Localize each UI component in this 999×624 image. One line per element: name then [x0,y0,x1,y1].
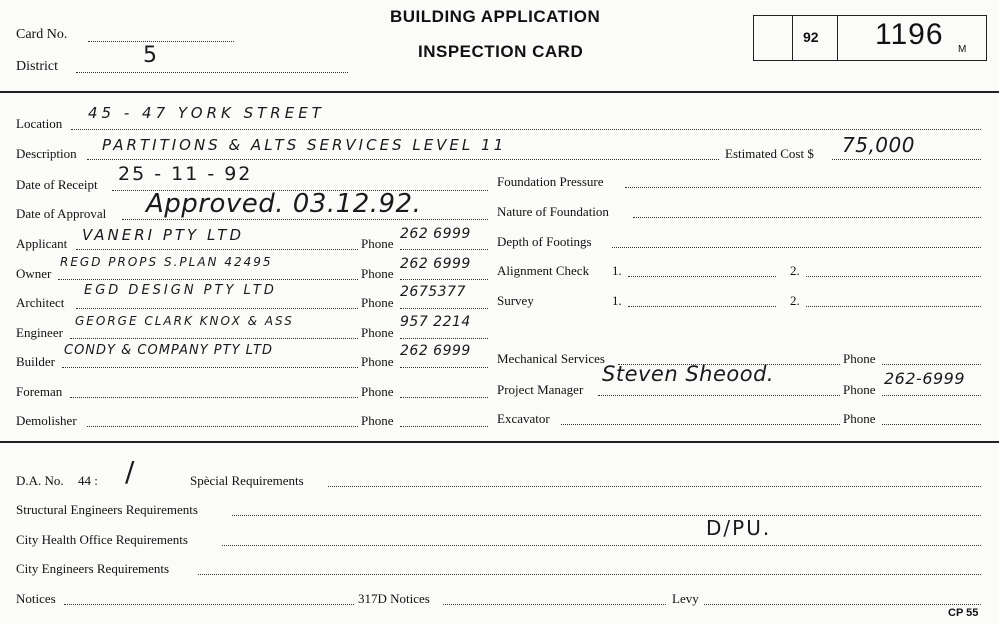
divider-top [0,91,999,93]
architect-phone: 2675377 [400,284,466,300]
district-line[interactable] [76,72,348,73]
alignment-check-1: 1. [612,263,622,278]
district-label: District [16,59,58,74]
alignment-check-1-line[interactable] [628,276,776,277]
applicant-phone-label: Phone [361,236,394,251]
architect-label: Architect [16,295,65,310]
health-requirements-value: D/PU. [706,516,772,540]
divider-middle [0,441,999,443]
mechanical-services-label: Mechanical Services [497,351,605,366]
mechanical-phone-line[interactable] [882,364,981,365]
foundation-pressure-label: Foundation Pressure [497,174,604,189]
demolisher-line[interactable] [87,426,358,427]
description-label: Description [16,146,77,161]
location-line[interactable] [71,129,981,130]
demolisher-label: Demolisher [16,413,77,428]
city-engineers-requirements-line[interactable] [198,574,981,575]
project-manager-phone-line[interactable] [882,395,981,396]
nature-of-foundation-label: Nature of Foundation [497,204,609,219]
owner-label: Owner [16,266,52,281]
builder-phone: 262 6999 [400,343,471,359]
levy-line[interactable] [704,604,981,605]
survey-label: Survey [497,293,534,308]
date-of-approval-label: Date of Approval [16,206,107,221]
date-of-receipt-label: Date of Receipt [16,177,98,192]
builder-line[interactable] [62,367,358,368]
foreman-phone-label: Phone [361,384,394,399]
owner-phone: 262 6999 [400,256,471,272]
estimated-cost-label: Estimated Cost $ [725,146,814,161]
date-of-approval-line[interactable] [122,219,488,220]
location-value: 45 - 47 YORK STREET [88,104,325,122]
excavator-phone-label: Phone [843,411,876,426]
survey-2: 2. [790,293,800,308]
special-requirements-line[interactable] [328,486,981,487]
applicant-phone-line[interactable] [400,249,488,250]
location-label: Location [16,116,63,131]
structural-requirements-line[interactable] [232,515,981,516]
box-divider-2 [837,15,838,61]
depth-of-footings-label: Depth of Footings [497,234,592,249]
number-suffix: M [958,44,967,55]
depth-of-footings-line[interactable] [612,247,981,248]
applicant-phone: 262 6999 [400,226,471,242]
owner-value: REGD PROPS S.PLAN 42495 [60,255,273,269]
engineer-label: Engineer [16,325,63,340]
box-divider-1 [792,15,793,61]
applicant-line[interactable] [76,249,358,250]
date-of-approval-value: Approved. 03.12.92. [146,189,422,219]
notices-317d-label: 317D Notices [358,591,430,606]
owner-phone-label: Phone [361,266,394,281]
title-line-2: INSPECTION CARD [418,42,584,61]
title-line-1: BUILDING APPLICATION [390,7,601,26]
card-no-line[interactable] [88,41,234,42]
architect-value: EGD DESIGN PTY LTD [84,283,277,298]
demolisher-phone-line[interactable] [400,426,488,427]
owner-phone-line[interactable] [400,279,488,280]
owner-line[interactable] [58,279,358,280]
estimated-cost-value: 75,000 [842,133,915,157]
health-requirements-line[interactable] [222,545,981,546]
notices-317d-line[interactable] [443,604,666,605]
estimated-cost-line[interactable] [832,159,981,160]
nature-of-foundation-line[interactable] [633,217,981,218]
applicant-value: VANERI PTY LTD [82,226,245,244]
engineer-phone: 957 2214 [400,314,471,330]
project-manager-phone-label: Phone [843,382,876,397]
excavator-label: Excavator [497,411,550,426]
builder-label: Builder [16,354,55,369]
description-line[interactable] [87,159,719,160]
foreman-label: Foreman [16,384,63,399]
da-mark: / [125,455,135,488]
da-no-label: D.A. No. [16,473,64,488]
description-value: PARTITIONS & ALTS SERVICES LEVEL 11 [102,136,507,154]
foreman-phone-line[interactable] [400,397,488,398]
special-requirements-label: Spècial Requirements [190,473,304,488]
da-no-value: 44 : [78,473,98,488]
card-number-box [753,15,987,61]
project-manager-signature: Steven Sheood. [602,362,775,386]
levy-label: Levy [672,591,699,606]
excavator-phone-line[interactable] [882,424,981,425]
mechanical-phone-label: Phone [843,351,876,366]
alignment-check-2-line[interactable] [806,276,981,277]
district-value: 5 [143,43,158,68]
applicant-label: Applicant [16,236,68,251]
health-requirements-label: City Health Office Requirements [16,532,188,547]
foundation-pressure-line[interactable] [625,187,981,188]
alignment-check-2: 2. [790,263,800,278]
engineer-phone-label: Phone [361,325,394,340]
project-manager-line[interactable] [598,395,840,396]
architect-line[interactable] [76,308,358,309]
card-no-label: Card No. [16,27,68,42]
architect-phone-label: Phone [361,295,394,310]
structural-requirements-label: Structural Engineers Requirements [16,502,198,517]
demolisher-phone-label: Phone [361,413,394,428]
form-code: CP 55 [948,607,979,619]
notices-line[interactable] [64,604,354,605]
survey-1-line[interactable] [628,306,776,307]
city-engineers-requirements-label: City Engineers Requirements [16,561,170,576]
notices-label: Notices [16,591,56,606]
builder-value: CONDY & COMPANY PTY LTD [64,343,273,358]
project-manager-label: Project Manager [497,382,584,397]
year-box: 92 [803,29,819,45]
engineer-value: GEORGE CLARK KNOX & ASS [75,314,294,328]
alignment-check-label: Alignment Check [497,263,590,278]
engineer-phone-line[interactable] [400,338,488,339]
foreman-line[interactable] [70,397,358,398]
date-of-receipt-value: 25 - 11 - 92 [118,163,253,185]
survey-2-line[interactable] [806,306,981,307]
engineer-line[interactable] [70,338,358,339]
survey-1: 1. [612,293,622,308]
number-box: 1196 [875,18,944,51]
project-manager-phone: 262-6999 [884,369,966,388]
builder-phone-line[interactable] [400,367,488,368]
architect-phone-line[interactable] [400,308,488,309]
excavator-line[interactable] [561,424,840,425]
builder-phone-label: Phone [361,354,394,369]
